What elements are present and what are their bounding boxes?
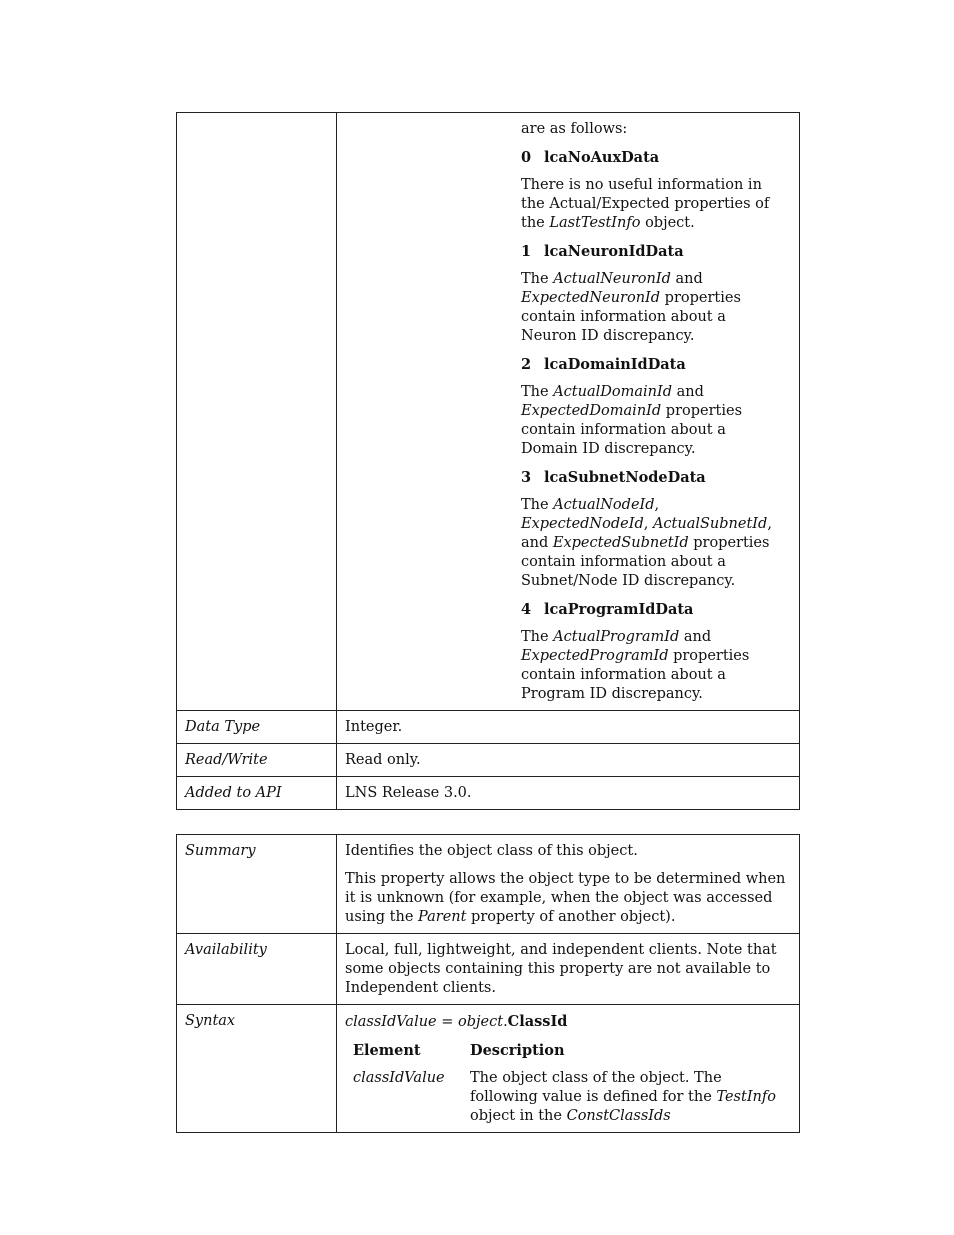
read-write-value: Read only.	[345, 752, 421, 768]
code-item: 0 lcaNoAuxData	[521, 149, 660, 166]
code-description: The ActualProgramId and ExpectedProgramId properties contain information about a Program ID discrepancy.	[521, 629, 750, 702]
data-type-label: Data Type	[177, 711, 337, 743]
syntax-label: Syntax	[177, 1005, 337, 1132]
element-header: Element	[353, 1042, 421, 1059]
summary-label: Summary	[177, 835, 337, 933]
values-row	[177, 113, 799, 710]
added-to-api-label: Added to API	[177, 777, 337, 809]
element-row	[345, 1069, 791, 1126]
code-description: The ActualNodeId, ExpectedNodeId, ActualSubnetId, and ExpectedSubnetId properties contain information about a Subnet/Node ID discrepancy.	[521, 497, 772, 589]
data-type-row	[177, 710, 799, 743]
element-header-row	[345, 1041, 791, 1060]
added-to-api-value: LNS Release 3.0.	[345, 785, 472, 801]
data-type-value: Integer.	[345, 719, 403, 735]
property-table-2	[176, 834, 800, 1133]
summary-value	[337, 835, 799, 933]
syntax-line: classIdValue = object.ClassId	[345, 1013, 568, 1030]
availability-value: Local, full, lightweight, and independent clients. Note that some objects containing this property are not available to Independent clients.	[345, 942, 777, 996]
read-write-label: Read/Write	[177, 744, 337, 776]
syntax-value	[337, 1005, 799, 1132]
read-write-row	[177, 743, 799, 776]
code-list	[521, 120, 791, 704]
code-description: There is no useful information in the Actual/Expected properties of the LastTestInfo object.	[521, 177, 770, 231]
code-item: 2 lcaDomainIdData	[521, 356, 686, 373]
code-item: 3 lcaSubnetNodeData	[521, 469, 706, 486]
description-header: Description	[470, 1042, 565, 1059]
element-description: The object class of the object. The following value is defined for the TestInfo object in the ConstClassIds	[470, 1070, 776, 1124]
code-description: The ActualDomainId and ExpectedDomainId properties contain information about a Domain ID discrepancy.	[521, 384, 743, 457]
summary-paragraph: This property allows the object type to be determined when it is unknown (for example, when the object was accessed using the Parent property of another object).	[345, 871, 786, 925]
added-to-api-row	[177, 776, 799, 809]
values-cell	[337, 113, 799, 710]
element-name: classIdValue	[353, 1070, 445, 1086]
code-item: 4 lcaProgramIdData	[521, 601, 694, 618]
code-description: The ActualNeuronId and ExpectedNeuronId properties contain information about a Neuron ID discrepancy.	[521, 271, 741, 344]
summary-row	[177, 835, 799, 933]
syntax-row	[177, 1004, 799, 1132]
availability-label: Availability	[177, 934, 337, 1004]
summary-line: Identifies the object class of this object.	[345, 843, 638, 859]
values-label-cell	[177, 113, 337, 710]
availability-row	[177, 933, 799, 1004]
intro-text: are as follows:	[521, 121, 628, 137]
property-table-1	[176, 112, 800, 810]
code-item: 1 lcaNeuronIdData	[521, 243, 684, 260]
